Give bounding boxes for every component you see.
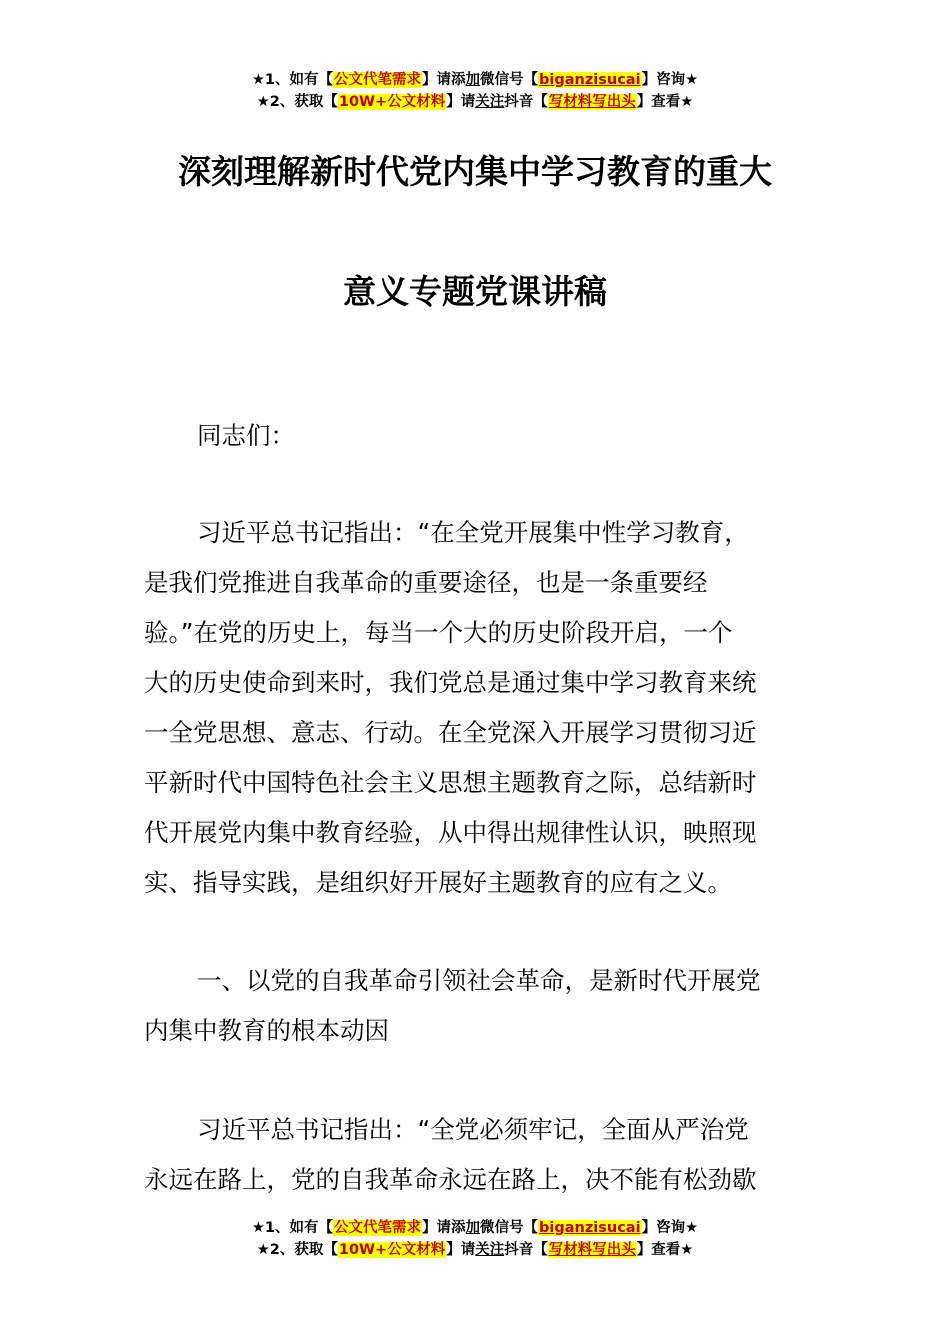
banner-text: 微信号【 xyxy=(480,1220,539,1236)
banner-line-2 xyxy=(0,91,950,113)
banner-text: 】请添 xyxy=(422,72,466,88)
banner-douyin-id: 写材料写出头 xyxy=(548,1242,636,1258)
banner-underlined-text: 加 xyxy=(465,72,481,88)
paragraph-line: 大的历史使命到来时，我们党总是通过集中学习教育来统 xyxy=(144,668,757,697)
section-heading-1 xyxy=(144,956,812,1056)
banner-line-1 xyxy=(0,1217,950,1239)
banner-text: 】请添 xyxy=(422,1220,466,1236)
banner-text: 】咨询★ xyxy=(641,1220,699,1236)
paragraph-line: 平新时代中国特色社会主义思想主题教育之际，总结新时 xyxy=(144,768,757,797)
paragraph-line: 习近平总书记指出：“全党必须牢记，全面从严治党 xyxy=(197,1115,749,1144)
greeting-text: 同志们： xyxy=(197,421,295,450)
banner-highlight: 10W+公文材料 xyxy=(338,94,446,110)
banner-text: 】查看★ xyxy=(636,1242,694,1258)
banner-text: ★1、如有【 xyxy=(251,1220,334,1236)
paragraph-1 xyxy=(144,508,812,908)
banner-text: 】咨询★ xyxy=(641,72,699,88)
heading-line: 一、以党的自我革命引领社会革命，是新时代开展党 xyxy=(197,966,761,995)
banner-text: ★2、获取【 xyxy=(256,1242,338,1258)
banner-wechat-id: biganzisucai xyxy=(539,72,641,88)
banner-text: 】查看★ xyxy=(636,94,694,110)
banner-text: 抖音【 xyxy=(504,1242,548,1258)
heading-line: 内集中教育的根本动因 xyxy=(144,1016,389,1045)
banner-line-1 xyxy=(0,69,950,91)
paragraph-line: 一全党思想、意志、行动。在全党深入开展学习贯彻习近 xyxy=(144,718,757,747)
paragraph-line: 代开展党内集中教育经验，从中得出规律性认识，映照现 xyxy=(144,818,757,847)
banner-highlight: 10W+公文材料 xyxy=(338,1242,446,1258)
banner-wechat-id: biganzisucai xyxy=(539,1220,641,1236)
banner-underlined-text: 关注 xyxy=(475,1242,505,1258)
banner-text: 微信号【 xyxy=(480,72,539,88)
banner-text: 】请 xyxy=(446,94,476,110)
greeting xyxy=(144,411,812,461)
document-title-line-2: 意义专题党课讲稿 xyxy=(343,272,607,311)
bottom-banner xyxy=(0,1217,950,1261)
paragraph-line: 实、指导实践，是组织好开展好主题教育的应有之义。 xyxy=(144,868,732,897)
document-title-line-1: 深刻理解新时代党内集中学习教育的重大 xyxy=(178,152,772,191)
paragraph-line: 永远在路上，党的自我革命永远在路上，决不能有松劲歇 xyxy=(144,1165,757,1194)
banner-underlined-text: 加 xyxy=(465,1220,481,1236)
banner-highlight: 公文代笔需求 xyxy=(334,1220,422,1236)
banner-text: ★2、获取【 xyxy=(256,94,338,110)
top-banner xyxy=(0,69,950,113)
banner-douyin-id: 写材料写出头 xyxy=(548,94,636,110)
banner-text: ★1、如有【 xyxy=(251,72,334,88)
banner-text: 】请 xyxy=(446,1242,476,1258)
banner-underlined-text: 关注 xyxy=(475,94,505,110)
paragraph-line: 验。”在党的历史上，每当一个大的历史阶段开启，一个 xyxy=(144,618,733,647)
banner-highlight: 公文代笔需求 xyxy=(334,72,422,88)
paragraph-line: 习近平总书记指出：“在全党开展集中性学习教育， xyxy=(197,518,749,547)
paragraph-2 xyxy=(144,1105,812,1205)
paragraph-line: 是我们党推进自我革命的重要途径，也是一条重要经 xyxy=(144,568,708,597)
banner-text: 抖音【 xyxy=(504,94,548,110)
banner-line-2 xyxy=(0,1239,950,1261)
